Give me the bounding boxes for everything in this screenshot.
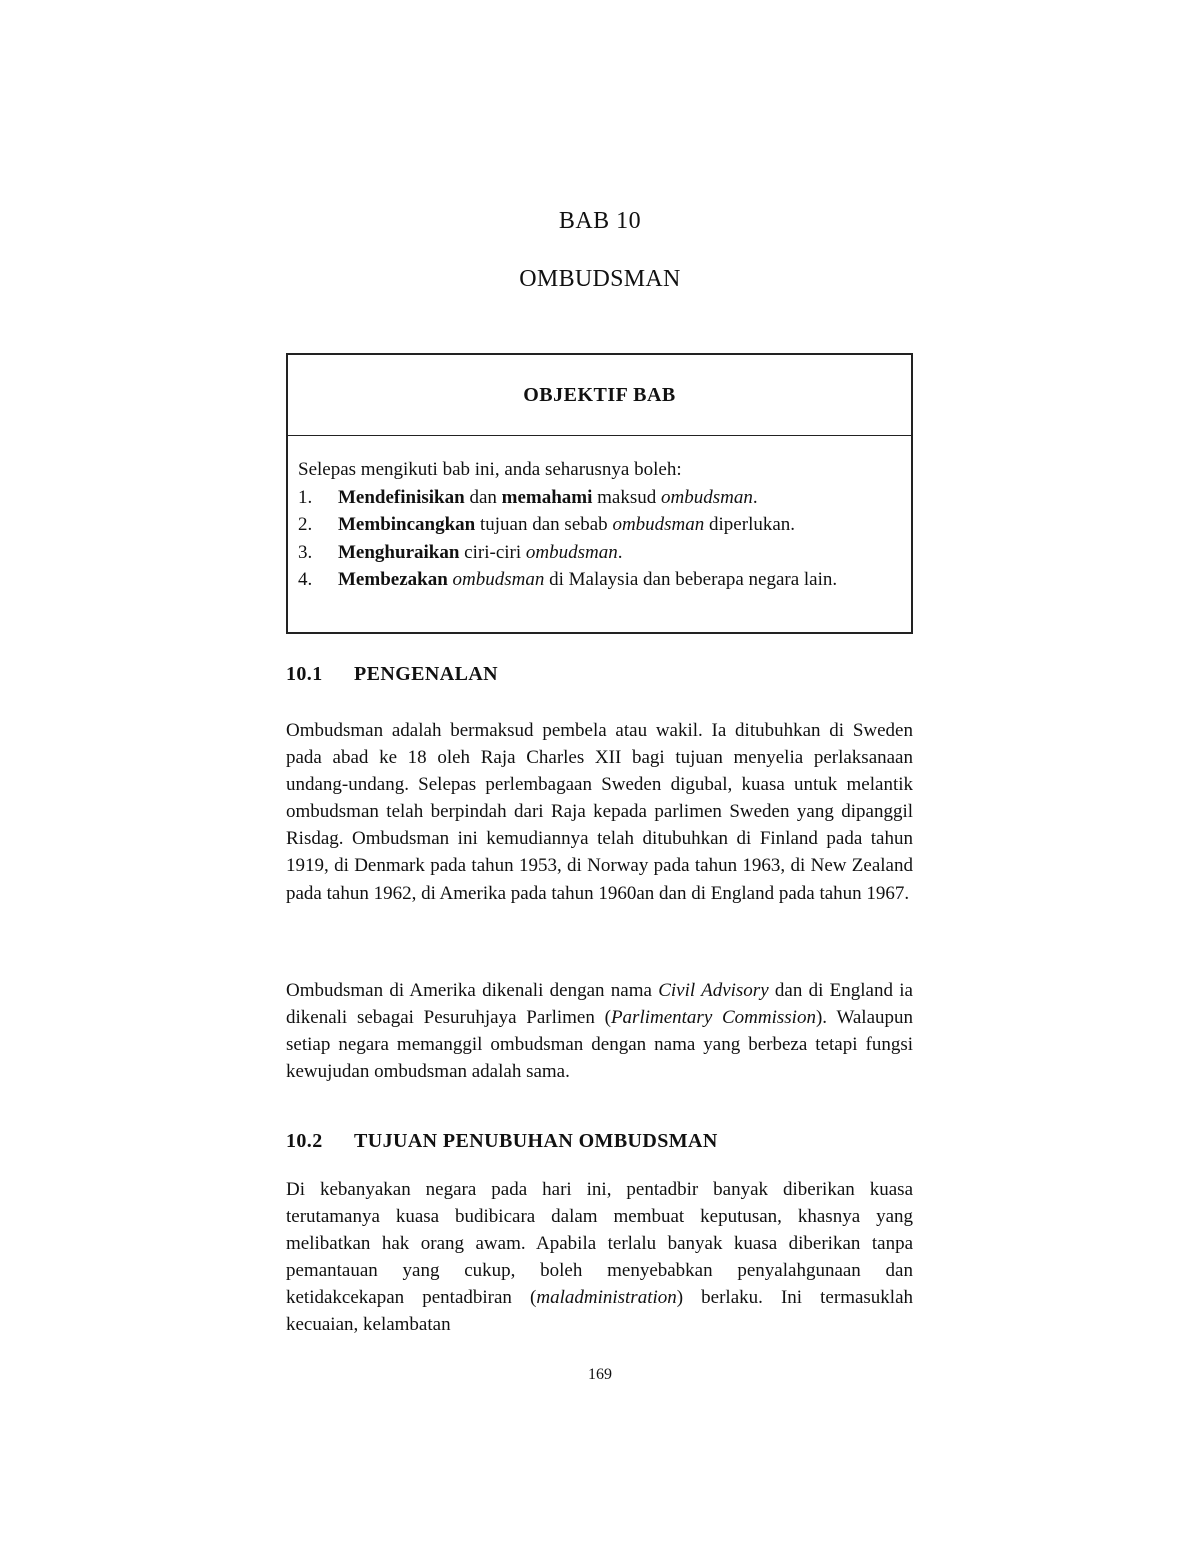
objective-number: 2. xyxy=(298,514,313,535)
paragraph-tujuan xyxy=(286,1176,913,1339)
objective-text-part: ciri-ciri xyxy=(459,541,526,563)
objective-term: ombudsman xyxy=(661,486,753,508)
page-number: 169 xyxy=(588,1366,612,1383)
paragraph-text-part: ). Walaupun setiap negara memanggil ombudsman dengan nama yang berbeza tetapi fungsi kewujudan ombudsman adalah sama. xyxy=(286,1007,914,1083)
objective-number: 4. xyxy=(298,569,313,590)
objectives-heading: OBJEKTIF BAB xyxy=(288,355,911,436)
objective-text xyxy=(338,484,903,512)
objectives-list xyxy=(298,484,903,594)
paragraph-text-part: ) berlaku. Ini termasuklah kecuaian, kelambatan xyxy=(286,1287,914,1336)
paragraph-text-part: dan di England ia dikenali sebagai Pesuruhjaya Parlimen ( xyxy=(286,980,913,1029)
section-heading-pengenalan xyxy=(286,663,498,686)
section-number: 10.1 xyxy=(286,663,323,685)
objective-text xyxy=(338,539,903,567)
objective-text-part: . xyxy=(617,541,623,563)
term-civil-advisory: Civil Advisory xyxy=(658,980,769,1001)
objectives-intro: Selepas mengikuti bab ini, anda seharusnya boleh: xyxy=(298,459,682,480)
section-title: PENGENALAN xyxy=(354,663,499,685)
paragraph-text-part: Di kebanyakan negara pada hari ini, pentadbir banyak diberikan kuasa terutamanya kuasa budibicara dalam membuat keputusan, khasnya yang melibatkan hak orang awam. Apabila terlalu banyak kuasa diberikan tanpa pemantauan yang cukup, boleh menyebabkan penyalahgunaan dan ketidakcekapan pentadbiran ( xyxy=(286,1179,913,1309)
objective-text-part: dan xyxy=(464,486,502,508)
objective-item xyxy=(298,484,903,512)
paragraph-naming xyxy=(286,977,913,1085)
objectives-body xyxy=(288,436,911,594)
objective-text-part: tujuan dan sebab xyxy=(475,514,613,535)
objective-text-part: di Malaysia dan beberapa negara lain. xyxy=(544,569,838,590)
paragraph-intro: Ombudsman adalah bermaksud pembela atau wakil. Ia ditubuhkan di Sweden pada abad ke 18 oleh Raja Charles XII bagi tujuan menyelia perlaksanaan undang-undang. Selepas perlembagaan Sweden digubal, kuasa untuk melantik ombudsman telah berpindah dari Raja kepada parlimen Sweden yang dipanggil Risdag. Ombudsman ini kemudiannya telah ditubuhkan di Finland pada tahun 1919, di Denmark pada tahun 1953, di Norway pada tahun 1963, di New Zealand pada tahun 1962, di Amerika pada tahun 1960an dan di England pada tahun 1967. xyxy=(286,720,913,904)
objective-item xyxy=(298,539,903,567)
objective-number: 1. xyxy=(298,486,313,508)
objective-text-part: . xyxy=(752,486,758,508)
term-parlimentary-commission: Parlimentary Commission xyxy=(610,1007,816,1029)
objective-text-part: diperlukan. xyxy=(704,514,796,535)
objectives-box xyxy=(286,353,913,634)
objective-item xyxy=(298,511,903,539)
objective-term: ombudsman xyxy=(612,514,705,535)
objective-number: 3. xyxy=(298,541,313,563)
objective-verb: Membezakan xyxy=(338,569,448,590)
objective-text xyxy=(338,511,903,539)
term-maladministration: maladministration xyxy=(536,1287,677,1309)
objective-term: ombudsman xyxy=(452,569,545,590)
section-number: 10.2 xyxy=(286,1130,323,1152)
section-title: TUJUAN PENUBUHAN OMBUDSMAN xyxy=(354,1130,718,1152)
section-heading-tujuan xyxy=(286,1130,718,1153)
objective-verb: memahami xyxy=(501,486,593,508)
paragraph-text-part: Ombudsman di Amerika dikenali dengan nama xyxy=(286,980,659,1001)
objective-term: ombudsman xyxy=(525,541,618,563)
objective-verb: Membincangkan xyxy=(338,514,476,535)
chapter-title: OMBUDSMAN xyxy=(519,266,681,292)
objective-verb: Menghuraikan xyxy=(338,541,460,563)
objective-text-part: maksud xyxy=(592,486,662,508)
chapter-number: BAB 10 xyxy=(558,208,642,234)
objective-verb: Mendefinisikan xyxy=(338,486,465,508)
objective-item xyxy=(298,566,903,594)
objective-text xyxy=(338,566,903,594)
